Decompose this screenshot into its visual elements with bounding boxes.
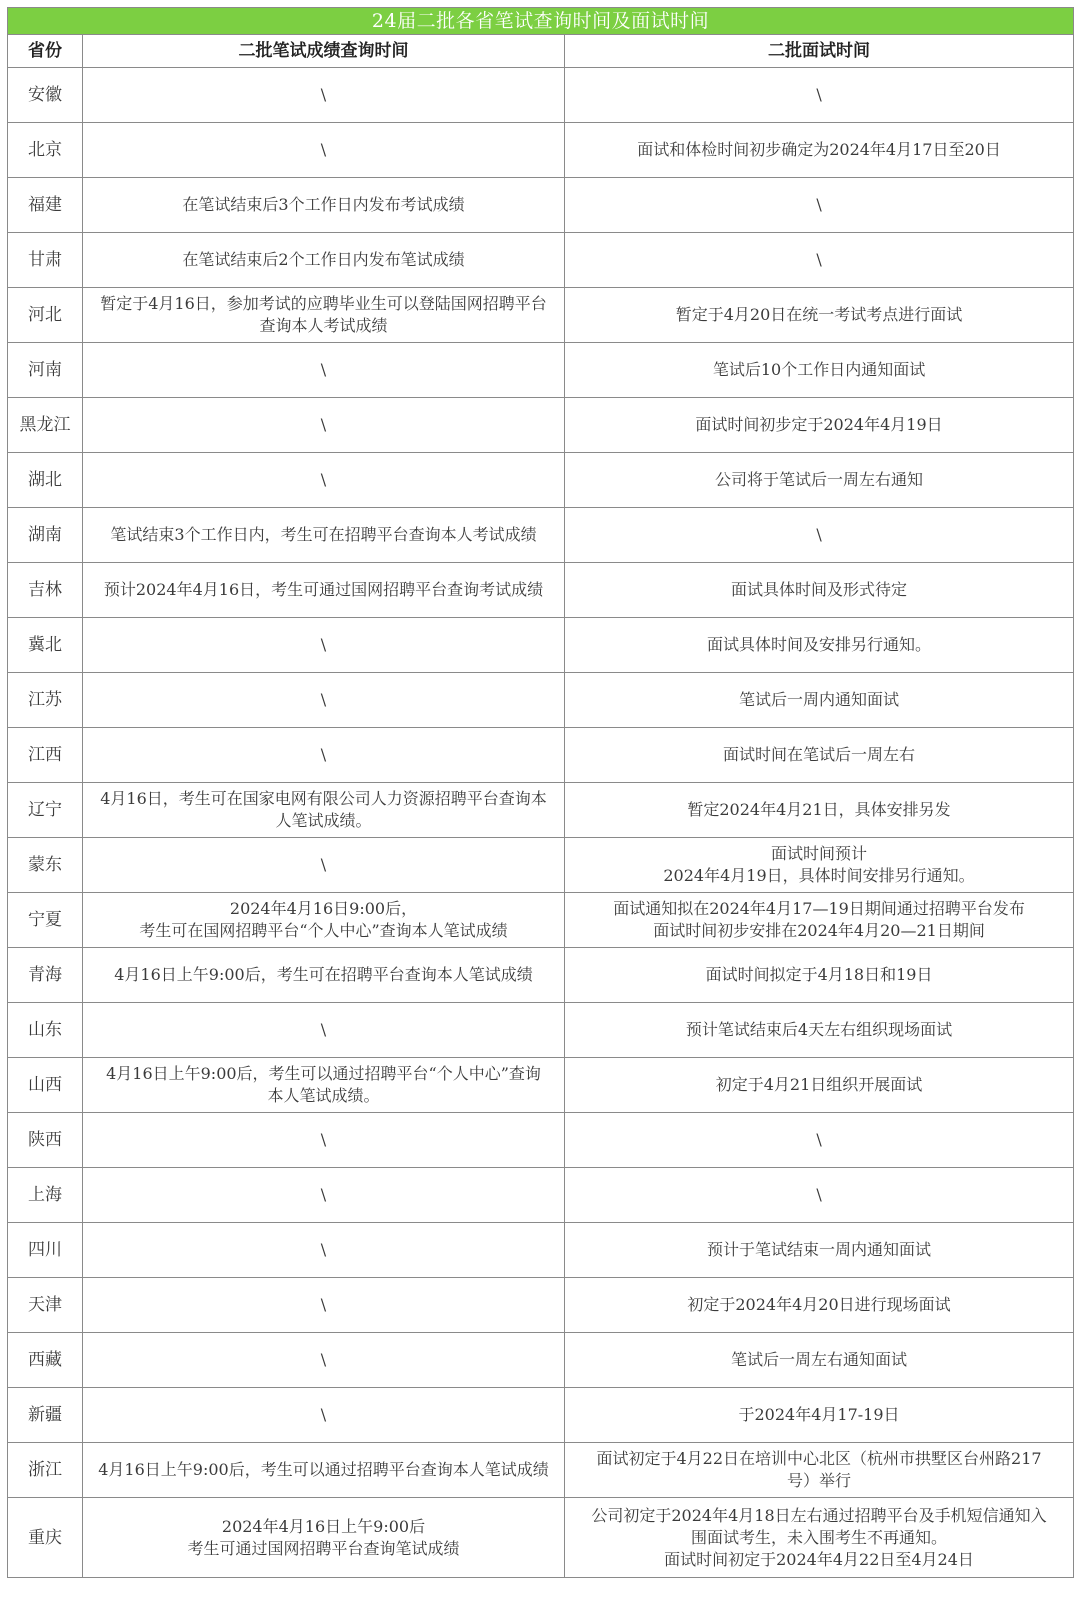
interview-time-cell: [565, 783, 1074, 838]
province-cell-text: 山西: [28, 1075, 62, 1095]
interview-time-cell-text: 初定于2024年4月20日进行现场面试: [687, 1295, 951, 1314]
province-cell: [8, 1168, 83, 1223]
interview-time-cell: [565, 123, 1074, 178]
province-cell: [8, 783, 83, 838]
interview-time-cell: [565, 288, 1074, 343]
table-row: [8, 728, 1074, 783]
province-cell: [8, 838, 83, 893]
written-query-time-cell: [83, 508, 565, 563]
written-query-time-cell-text: 4月16日上午9:00后，考生可以通过招聘平台“个人中心”查询 本人笔试成绩。: [106, 1064, 541, 1105]
written-query-time-cell-text: 笔试结束3个工作日内，考生可在招聘平台查询本人考试成绩: [110, 525, 537, 544]
written-query-time-cell-text: 2024年4月16日9:00后， 考生可在国网招聘平台“个人中心”查询本人笔试成绩: [139, 899, 508, 940]
table-row: [8, 783, 1074, 838]
written-query-time-cell-text: \: [320, 85, 327, 104]
province-cell: [8, 288, 83, 343]
province-cell: [8, 398, 83, 453]
interview-time-cell: [565, 1058, 1074, 1113]
province-cell: [8, 1388, 83, 1443]
table-row: [8, 398, 1074, 453]
province-cell-text: 江西: [28, 745, 62, 765]
interview-time-cell-text: \: [816, 525, 822, 544]
written-query-time-cell: [83, 1223, 565, 1278]
written-query-time-cell-text: 4月16日上午9:00后，考生可在招聘平台查询本人笔试成绩: [114, 965, 533, 984]
province-cell-text: 陕西: [28, 1130, 62, 1150]
table-row: [8, 178, 1074, 233]
written-query-time-cell-text: \: [320, 360, 327, 379]
interview-time-cell: [565, 1333, 1074, 1388]
interview-time-cell: [565, 178, 1074, 233]
province-cell: [8, 1278, 83, 1333]
interview-time-cell: [565, 1443, 1074, 1498]
table-row: [8, 673, 1074, 728]
interview-time-cell: [565, 453, 1074, 508]
province-cell: [8, 1498, 83, 1578]
province-cell: [8, 893, 83, 948]
interview-time-cell: [565, 618, 1074, 673]
interview-time-cell-text: \: [816, 195, 822, 214]
header-written-query-time: 二批笔试成绩查询时间: [83, 35, 565, 68]
interview-time-cell-text: 公司初定于2024年4月18日左右通过招聘平台及手机短信通知入 围面试考生，未入围考生不再通知。 面试时间初定于2024年4月22日至4月24日: [591, 1505, 1047, 1569]
province-cell: [8, 728, 83, 783]
table-row: [8, 1333, 1074, 1388]
written-query-time-cell-text: \: [320, 1130, 327, 1149]
written-query-time-cell-text: \: [320, 635, 327, 654]
written-query-time-cell-text: \: [320, 1295, 327, 1314]
province-cell-text: 天津: [28, 1295, 62, 1315]
province-cell-text: 吉林: [28, 580, 62, 600]
province-cell: [8, 673, 83, 728]
interview-time-cell: [565, 728, 1074, 783]
written-query-time-cell: [83, 1003, 565, 1058]
written-query-time-cell: [83, 838, 565, 893]
written-query-time-cell: [83, 398, 565, 453]
table-row: [8, 1168, 1074, 1223]
written-query-time-cell: [83, 453, 565, 508]
province-cell-text: 上海: [28, 1185, 62, 1205]
interview-time-cell-text: 笔试后一周内通知面试: [739, 690, 900, 709]
written-query-time-cell: [83, 1498, 565, 1578]
written-query-time-cell: [83, 1443, 565, 1498]
written-query-time-cell-text: 在笔试结束后3个工作日内发布考试成绩: [182, 195, 465, 214]
table-row: [8, 1443, 1074, 1498]
interview-time-cell-text: 面试时间拟定于4月18日和19日: [705, 965, 933, 984]
table-body: [8, 8, 1074, 1578]
interview-time-cell-text: 预计于笔试结束一周内通知面试: [707, 1240, 932, 1259]
interview-time-cell: [565, 948, 1074, 1003]
province-cell-text: 辽宁: [28, 800, 62, 820]
province-cell-text: 北京: [28, 140, 62, 160]
written-query-time-cell-text: \: [320, 470, 327, 489]
written-query-time-cell: [83, 893, 565, 948]
interview-time-cell: [565, 1168, 1074, 1223]
interview-time-cell: [565, 893, 1074, 948]
interview-time-cell-text: 初定于4月21日组织开展面试: [715, 1075, 923, 1094]
written-query-time-cell-text: 4月16日，考生可在国家电网有限公司人力资源招聘平台查询本 人笔试成绩。: [100, 789, 547, 830]
written-query-time-cell-text: 暂定于4月16日，参加考试的应聘毕业生可以登陆国网招聘平台 查询本人考试成绩: [100, 294, 547, 335]
interview-time-cell-text: 面试时间初步定于2024年4月19日: [695, 415, 943, 434]
interview-time-cell-text: 暂定于4月20日在统一考试考点进行面试: [675, 305, 963, 324]
written-query-time-cell: [83, 233, 565, 288]
written-query-time-cell: [83, 343, 565, 398]
interview-time-cell-text: 面试和体检时间初步确定为2024年4月17日至20日: [637, 140, 1001, 159]
table-row: [8, 1223, 1074, 1278]
interview-time-cell-text: 暂定2024年4月21日，具体安排另发: [687, 800, 951, 819]
written-query-time-cell-text: \: [320, 690, 327, 709]
interview-time-cell: [565, 838, 1074, 893]
interview-time-cell: [565, 1388, 1074, 1443]
interview-time-cell: [565, 1498, 1074, 1578]
interview-time-cell-text: 面试具体时间及形式待定: [731, 580, 908, 599]
table-row: [8, 1278, 1074, 1333]
interview-time-cell-text: 笔试后一周左右通知面试: [731, 1350, 908, 1369]
written-query-time-cell-text: \: [320, 855, 327, 874]
table-row: [8, 508, 1074, 563]
written-query-time-cell: [83, 178, 565, 233]
province-cell-text: 西藏: [28, 1350, 62, 1370]
province-cell-text: 蒙东: [28, 855, 62, 875]
province-cell-text: 湖南: [28, 525, 62, 545]
written-query-time-cell-text: \: [320, 1405, 327, 1424]
table-row: [8, 1498, 1074, 1578]
province-cell: [8, 1223, 83, 1278]
interview-time-cell-text: 面试时间在笔试后一周左右: [723, 745, 916, 764]
province-cell: [8, 1443, 83, 1498]
interview-time-cell: [565, 1223, 1074, 1278]
interview-time-cell: [565, 343, 1074, 398]
province-cell: [8, 453, 83, 508]
interview-time-cell-text: 面试具体时间及安排另行通知。: [707, 635, 932, 654]
province-cell-text: 冀北: [28, 635, 62, 655]
table-row: [8, 838, 1074, 893]
province-cell-text: 福建: [28, 195, 62, 215]
province-cell-text: 黑龙江: [19, 415, 71, 435]
interview-time-cell: [565, 1113, 1074, 1168]
written-query-time-cell-text: \: [320, 1240, 327, 1259]
interview-time-cell-text: 面试通知拟在2024年4月17—19日期间通过招聘平台发布 面试时间初步安排在2024年4月20—21日期间: [613, 899, 1025, 940]
table-row: [8, 288, 1074, 343]
table-row: [8, 343, 1074, 398]
written-query-time-cell: [83, 68, 565, 123]
written-query-time-cell-text: 预计2024年4月16日，考生可通过国网招聘平台查询考试成绩: [103, 580, 544, 599]
schedule-table: [7, 7, 1074, 1578]
province-cell: [8, 1058, 83, 1113]
province-cell-text: 山东: [28, 1020, 62, 1040]
interview-time-cell: [565, 1278, 1074, 1333]
table-row: [8, 1003, 1074, 1058]
table-row: [8, 1113, 1074, 1168]
table-row: [8, 1058, 1074, 1113]
written-query-time-cell: [83, 728, 565, 783]
interview-time-cell-text: \: [816, 1185, 822, 1204]
province-cell: [8, 508, 83, 563]
written-query-time-cell-text: \: [320, 1020, 327, 1039]
written-query-time-cell: [83, 1278, 565, 1333]
written-query-time-cell: [83, 123, 565, 178]
written-query-time-cell: [83, 563, 565, 618]
interview-time-cell-text: 公司将于笔试后一周左右通知: [715, 470, 924, 489]
interview-time-cell-text: 面试时间预计 2024年4月19日，具体时间安排另行通知。: [663, 844, 975, 885]
interview-time-cell-text: 预计笔试结束后4天左右组织现场面试: [685, 1020, 953, 1039]
written-query-time-cell: [83, 673, 565, 728]
province-cell-text: 江苏: [28, 690, 62, 710]
province-cell: [8, 948, 83, 1003]
table-row: [8, 618, 1074, 673]
province-cell: [8, 343, 83, 398]
written-query-time-cell-text: 在笔试结束后2个工作日内发布笔试成绩: [182, 250, 465, 269]
written-query-time-cell-text: \: [320, 1185, 327, 1204]
written-query-time-cell: [83, 1388, 565, 1443]
table-title: 24届二批各省笔试查询时间及面试时间: [8, 8, 1074, 35]
province-cell: [8, 1333, 83, 1388]
province-cell: [8, 1003, 83, 1058]
interview-time-cell-text: \: [816, 1130, 822, 1149]
province-cell-text: 宁夏: [28, 910, 62, 930]
header-province: 省份: [8, 35, 83, 68]
interview-time-cell: [565, 233, 1074, 288]
written-query-time-cell-text: 2024年4月16日上午9:00后 考生可通过国网招聘平台查询笔试成绩: [187, 1516, 460, 1558]
interview-time-cell: [565, 673, 1074, 728]
table-row: [8, 563, 1074, 618]
table-row: [8, 123, 1074, 178]
written-query-time-cell: [83, 948, 565, 1003]
province-cell-text: 新疆: [28, 1405, 62, 1425]
province-cell: [8, 618, 83, 673]
province-cell-text: 青海: [28, 965, 62, 985]
interview-time-cell-text: \: [816, 250, 822, 269]
province-cell: [8, 68, 83, 123]
written-query-time-cell-text: 4月16日上午9:00后，考生可以通过招聘平台查询本人笔试成绩: [98, 1460, 549, 1479]
province-cell: [8, 123, 83, 178]
province-cell-text: 河北: [28, 305, 62, 325]
written-query-time-cell-text: \: [320, 1350, 327, 1369]
table-row: [8, 1388, 1074, 1443]
written-query-time-cell: [83, 288, 565, 343]
header-row: [8, 35, 1074, 68]
province-cell: [8, 1113, 83, 1168]
written-query-time-cell: [83, 783, 565, 838]
header-interview-time: 二批面试时间: [565, 35, 1074, 68]
interview-time-cell-text: 面试初定于4月22日在培训中心北区（杭州市拱墅区台州路217 号）举行: [596, 1449, 1042, 1490]
province-cell-text: 甘肃: [28, 250, 62, 270]
interview-time-cell: [565, 508, 1074, 563]
written-query-time-cell: [83, 1168, 565, 1223]
title-row: [8, 8, 1074, 35]
written-query-time-cell: [83, 1113, 565, 1168]
table-row: [8, 68, 1074, 123]
written-query-time-cell-text: \: [320, 140, 327, 159]
written-query-time-cell: [83, 1333, 565, 1388]
interview-time-cell: [565, 563, 1074, 618]
interview-time-cell: [565, 1003, 1074, 1058]
interview-time-cell-text: 于2024年4月17-19日: [738, 1405, 900, 1424]
province-cell-text: 浙江: [28, 1460, 62, 1480]
province-cell: [8, 178, 83, 233]
province-cell-text: 湖北: [28, 470, 62, 490]
table-row: [8, 948, 1074, 1003]
province-cell-text: 河南: [28, 360, 62, 380]
table-row: [8, 233, 1074, 288]
province-cell-text: 安徽: [28, 85, 62, 105]
table-row: [8, 893, 1074, 948]
written-query-time-cell: [83, 618, 565, 673]
province-cell-text: 重庆: [28, 1527, 62, 1548]
written-query-time-cell: [83, 1058, 565, 1113]
written-query-time-cell-text: \: [320, 745, 327, 764]
interview-time-cell-text: 笔试后10个工作日内通知面试: [712, 360, 926, 379]
province-cell: [8, 233, 83, 288]
province-cell: [8, 563, 83, 618]
province-cell-text: 四川: [28, 1240, 62, 1260]
table-row: [8, 453, 1074, 508]
interview-time-cell-text: \: [816, 85, 822, 104]
interview-time-cell: [565, 68, 1074, 123]
written-query-time-cell-text: \: [320, 415, 327, 434]
interview-time-cell: [565, 398, 1074, 453]
